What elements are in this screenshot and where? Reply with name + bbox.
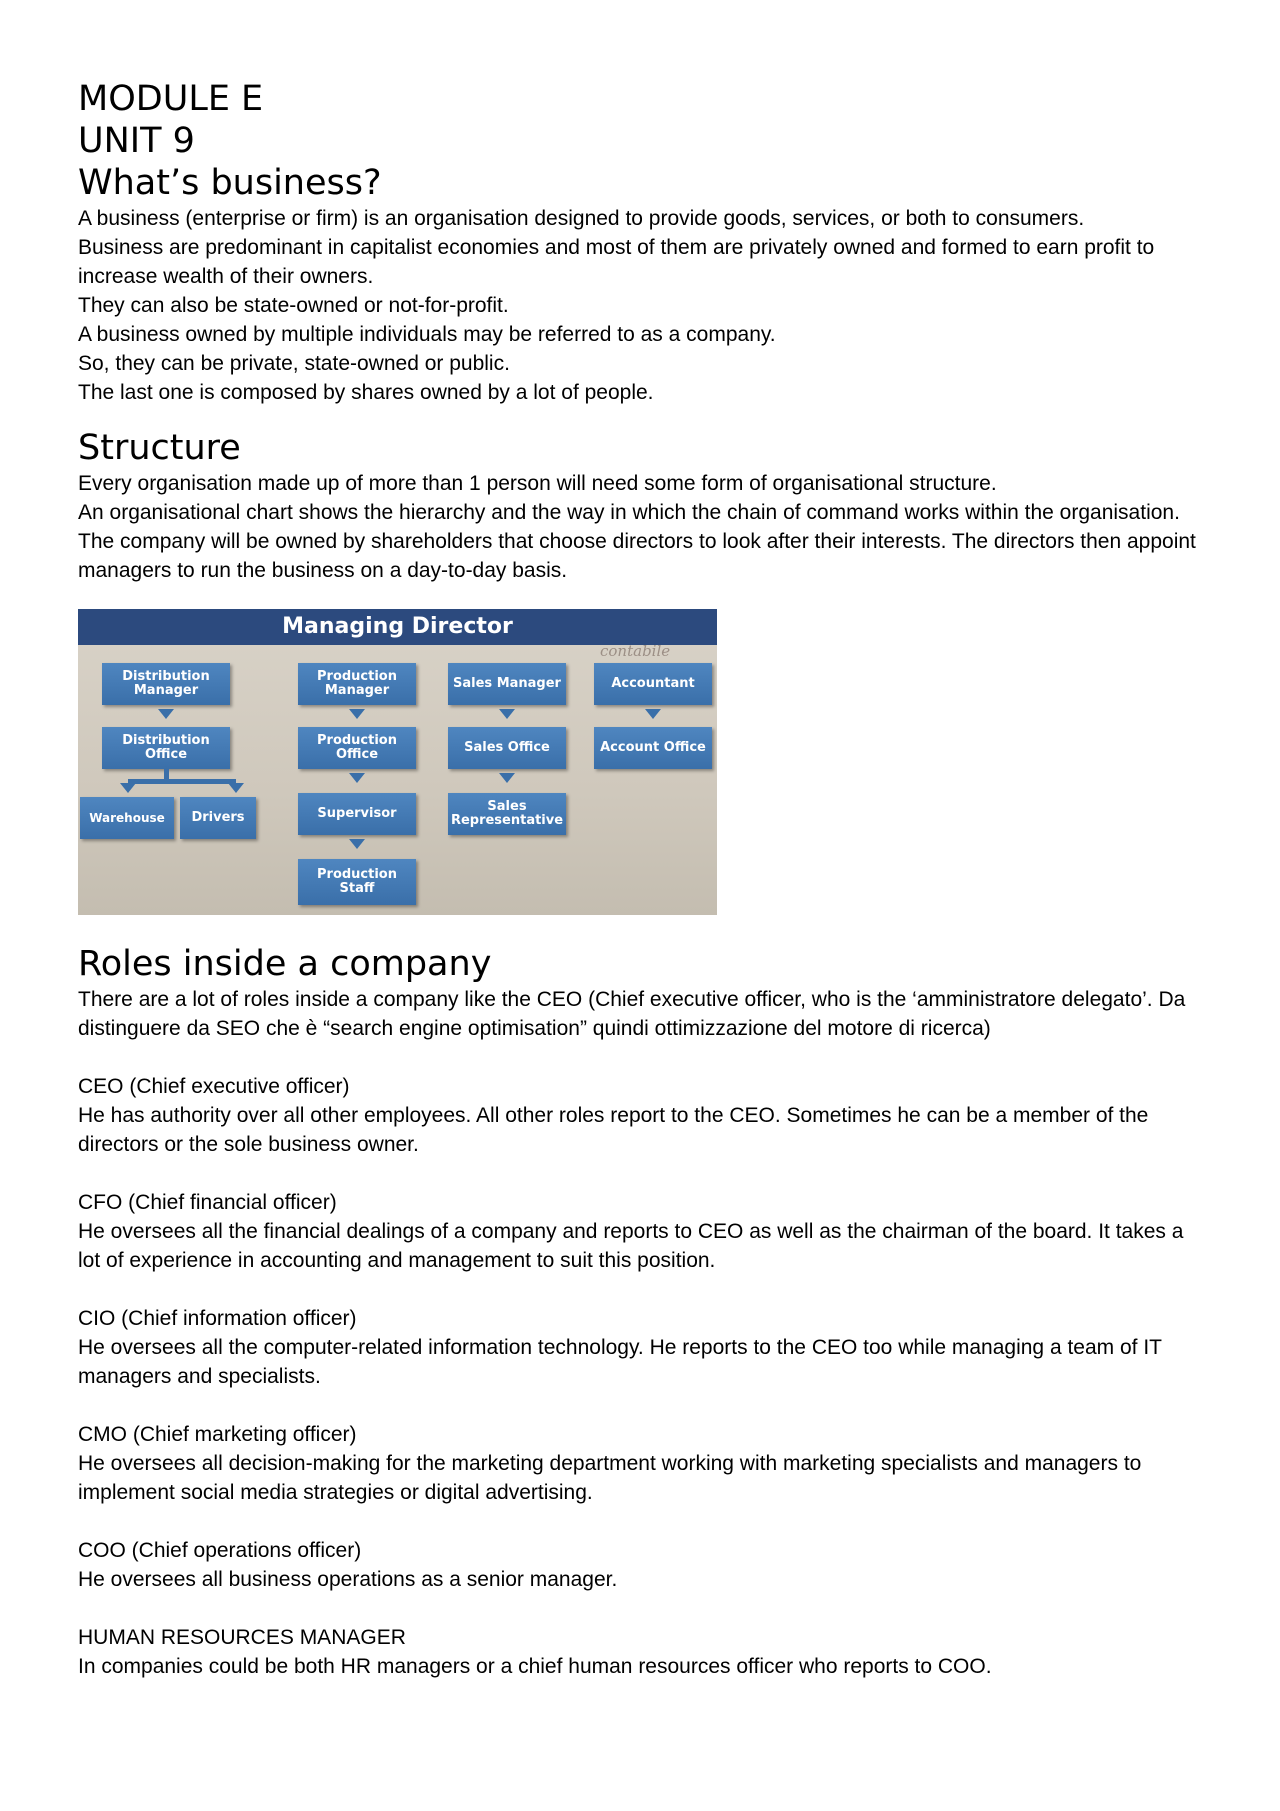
- role-description: He oversees all business operations as a senior manager.: [78, 1568, 618, 1591]
- section-title-structure: Structure: [78, 428, 241, 468]
- connector-line: [128, 779, 236, 784]
- arrow-down-icon: [120, 783, 136, 793]
- arrow-down-icon: [349, 709, 365, 719]
- arrow-down-icon: [645, 709, 661, 719]
- structure-paragraph: An organisational chart shows the hierarchy and the way in which the chain of command works within the organisation.: [78, 501, 1180, 524]
- role-description: He has authority over all other employees. All other roles report to the CEO. Sometimes he can be a member of the directors or the sole business owner.: [78, 1104, 1149, 1156]
- role-name: COO (Chief operations officer): [78, 1539, 362, 1562]
- business-paragraph: A business owned by multiple individuals may be referred to as a company.: [78, 323, 776, 346]
- org-box-sales-manager: Sales Manager: [448, 663, 566, 705]
- org-chart-managing-director: Managing Director: [78, 609, 717, 645]
- org-box-account-office: Account Office: [594, 727, 712, 769]
- org-box-production-staff: Production Staff: [298, 859, 416, 905]
- org-box-accountant: Accountant: [594, 663, 712, 705]
- org-box-warehouse: Warehouse: [80, 797, 174, 839]
- org-chart-handwritten-note: contabile: [600, 642, 671, 660]
- org-box-distribution-manager: Distribution Manager: [102, 663, 230, 705]
- section-title-business: What’s business?: [78, 163, 382, 203]
- org-box-supervisor: Supervisor: [298, 793, 416, 835]
- arrow-down-icon: [499, 773, 515, 783]
- role-name: CIO (Chief information officer): [78, 1307, 357, 1330]
- role-name: HUMAN RESOURCES MANAGER: [78, 1626, 406, 1649]
- business-paragraph: A business (enterprise or firm) is an organisation designed to provide goods, services, or both to consumers.: [78, 207, 1085, 230]
- arrow-down-icon: [349, 773, 365, 783]
- structure-paragraph: The company will be owned by shareholders that choose directors to look after their interests. The directors then appoint managers to run the business on a day-to-day basis.: [78, 530, 1196, 582]
- business-paragraph: They can also be state-owned or not-for-profit.: [78, 294, 509, 317]
- org-box-production-office: Production Office: [298, 727, 416, 769]
- role-name: CFO (Chief financial officer): [78, 1191, 337, 1214]
- arrow-down-icon: [228, 783, 244, 793]
- arrow-down-icon: [499, 709, 515, 719]
- org-box-distribution-office: Distribution Office: [102, 727, 230, 769]
- org-box-sales-representative: Sales Representative: [448, 793, 566, 835]
- business-paragraph: The last one is composed by shares owned by a lot of people.: [78, 381, 654, 404]
- org-box-sales-office: Sales Office: [448, 727, 566, 769]
- document-page: [78, 78, 1203, 1681]
- section-title-roles: Roles inside a company: [78, 944, 492, 984]
- role-description: He oversees all the computer-related information technology. He reports to the CEO too while managing a team of IT managers and specialists.: [78, 1336, 1162, 1388]
- role-name: CMO (Chief marketing officer): [78, 1423, 357, 1446]
- org-box-drivers: Drivers: [180, 797, 256, 839]
- arrow-down-icon: [158, 709, 174, 719]
- role-description: He oversees all the financial dealings of a company and reports to CEO as well as the chairman of the board. It takes a lot of experience in accounting and management to suit this position.: [78, 1220, 1184, 1272]
- arrow-down-icon: [349, 839, 365, 849]
- org-box-production-manager: Production Manager: [298, 663, 416, 705]
- business-paragraph: Business are predominant in capitalist economies and most of them are privately owned and formed to earn profit to increase wealth of their owners.: [78, 236, 1155, 288]
- unit-title: UNIT 9: [78, 121, 195, 161]
- roles-intro: There are a lot of roles inside a company like the CEO (Chief executive officer, who is the ‘amministratore delegato’. Da distinguere da SEO che è “search engine optimisation” quindi ottimizzazione del motore di ricerca): [78, 988, 1186, 1040]
- role-description: He oversees all decision-making for the marketing department working with marketing specialists and managers to implement social media strategies or digital advertising.: [78, 1452, 1142, 1504]
- module-title: MODULE E: [78, 79, 264, 119]
- business-paragraph: So, they can be private, state-owned or public.: [78, 352, 510, 375]
- role-name: CEO (Chief executive officer): [78, 1075, 350, 1098]
- org-chart-image: [78, 609, 717, 915]
- role-description: In companies could be both HR managers or a chief human resources officer who reports to COO.: [78, 1655, 992, 1678]
- structure-paragraph: Every organisation made up of more than 1 person will need some form of organisational structure.: [78, 472, 997, 495]
